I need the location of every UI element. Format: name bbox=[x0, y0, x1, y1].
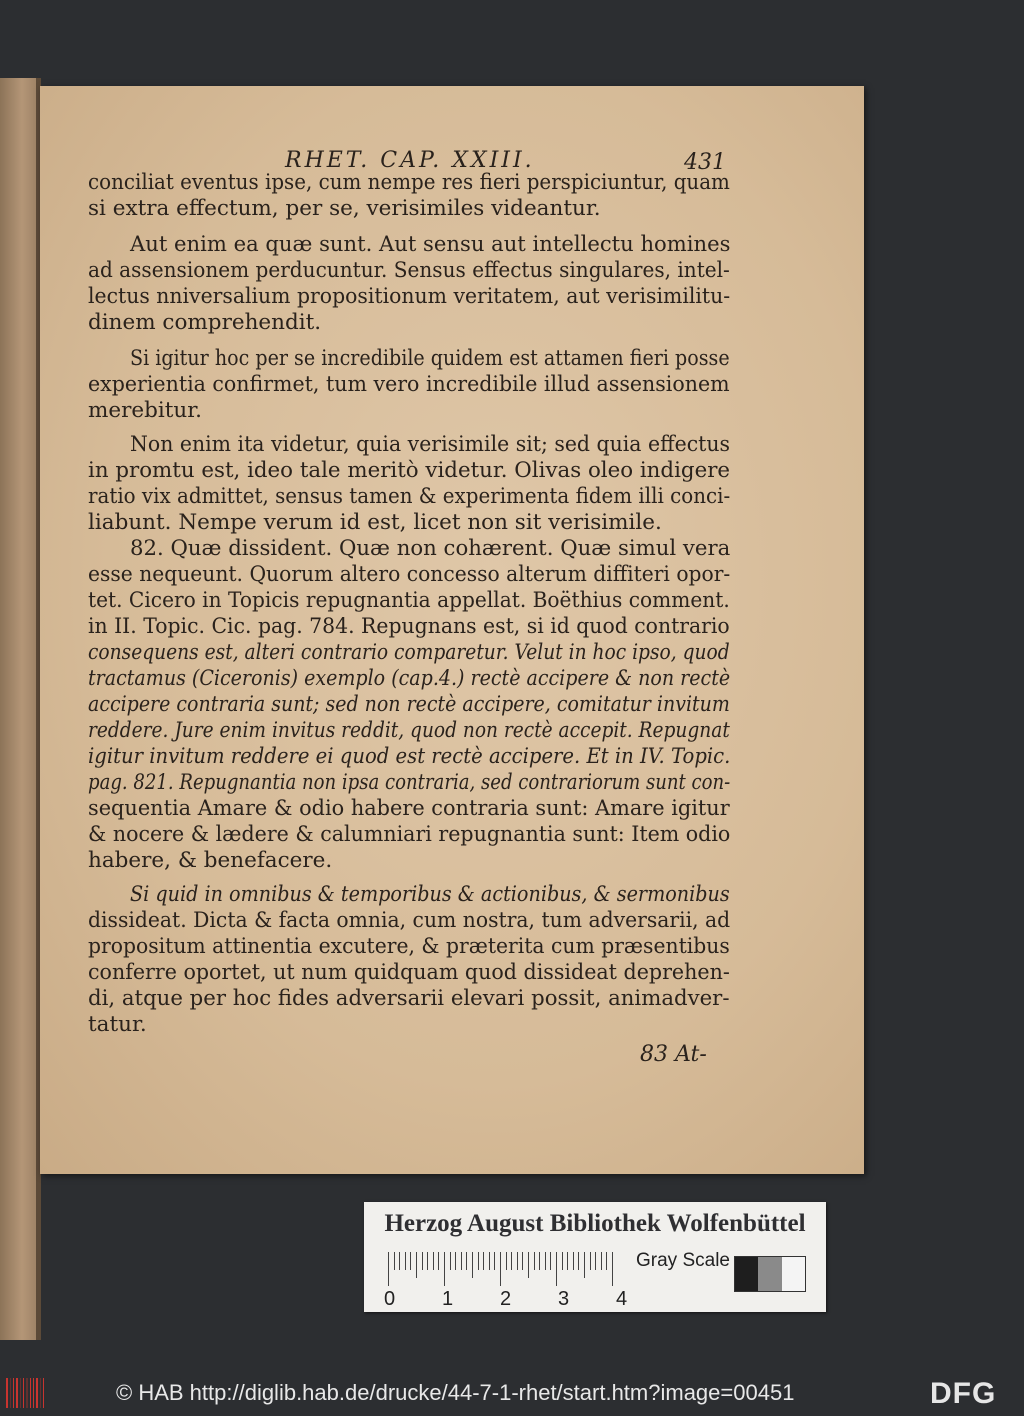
library-name: Herzog August Bibliothek Wolfenbüttel bbox=[384, 1210, 806, 1237]
ruler-tick bbox=[405, 1252, 406, 1270]
ruler-tick bbox=[500, 1252, 501, 1286]
footer-bar bbox=[0, 1372, 1024, 1416]
ruler-tick bbox=[410, 1252, 411, 1270]
text-line: 82. Quæ dissident. Quæ non cohærent. Quæ simul vera bbox=[130, 536, 731, 561]
text-line: tractamus (Ciceronis) exemplo (cap.4.) rectè accipere & non rectè bbox=[88, 666, 731, 691]
text-line: merebitur. bbox=[88, 398, 202, 423]
ruler-tick bbox=[595, 1252, 596, 1270]
ruler-tick bbox=[388, 1252, 389, 1286]
ruler-tick bbox=[466, 1252, 467, 1270]
gray-scale-swatch bbox=[734, 1256, 806, 1292]
running-title: RHET. CAP. XXIII. bbox=[285, 148, 535, 173]
ruler-tick bbox=[534, 1252, 535, 1270]
text-line: esse nequeunt. Quorum altero concesso alterum diffiteri opor- bbox=[88, 562, 731, 587]
scale-number: 1 bbox=[442, 1288, 454, 1310]
barcode-bar bbox=[26, 1378, 28, 1408]
ruler-tick bbox=[567, 1252, 568, 1270]
text-line: Aut enim ea quæ sunt. Aut sensu aut intellectu homines bbox=[130, 232, 731, 257]
text-line: pag. 821. Repugnantia non ipsa contraria, sed contrariorum sunt con- bbox=[88, 770, 731, 795]
page-number: 431 bbox=[684, 150, 726, 175]
swatch-cell bbox=[735, 1257, 758, 1291]
text-line: & nocere & lædere & calumniari repugnantia sunt: Item odio bbox=[88, 822, 731, 847]
text-line: dinem comprehendit. bbox=[88, 310, 322, 335]
ruler-tick bbox=[399, 1252, 400, 1270]
swatch-cell bbox=[782, 1257, 805, 1291]
ruler-tick bbox=[455, 1252, 456, 1270]
text-line: Si quid in omnibus & temporibus & actionibus, & sermonibus bbox=[130, 882, 730, 907]
ruler-tick bbox=[606, 1252, 607, 1270]
text-line: liabunt. Nempe verum id est, licet non sit verisimile. bbox=[88, 510, 662, 535]
ruler-tick bbox=[438, 1252, 439, 1270]
ruler-tick bbox=[578, 1252, 579, 1270]
text-line: igitur invitum reddere ei quod est rectè accipere. Et in IV. Topic. bbox=[88, 744, 731, 769]
barcode-bar bbox=[43, 1378, 44, 1408]
ruler-tick bbox=[427, 1252, 428, 1270]
facing-page-edge bbox=[0, 78, 40, 1340]
text-line: conciliat eventus ipse, cum nempe res fieri perspiciuntur, quam bbox=[88, 170, 730, 195]
catchword: 83 At- bbox=[640, 1042, 707, 1067]
ruler-tick bbox=[562, 1252, 563, 1270]
ruler-tick bbox=[584, 1252, 585, 1278]
barcode-bar bbox=[16, 1378, 18, 1408]
text-line: accipere contraria sunt; sed non rectè accipere, comitatur invitum bbox=[88, 692, 730, 717]
text-line: di, atque per hoc fides adversarii elevari possit, animadver- bbox=[88, 986, 730, 1011]
scale-number: 3 bbox=[558, 1288, 570, 1310]
swatch-cell bbox=[758, 1257, 781, 1291]
ruler-tick bbox=[461, 1252, 462, 1270]
text-line: experientia confirmet, tum vero incredibile illud assensionem bbox=[88, 372, 730, 397]
barcode-bar bbox=[40, 1378, 41, 1408]
text-line: tatur. bbox=[88, 1012, 147, 1037]
text-line: in II. Topic. Cic. pag. 784. Repugnans est, si id quod contrario bbox=[88, 614, 730, 639]
ruler-tick bbox=[444, 1252, 445, 1286]
text-line: propositum attinentia excutere, & præterita cum præsentibus bbox=[88, 934, 730, 959]
ruler-tick bbox=[433, 1252, 434, 1270]
scale-number: 4 bbox=[616, 1288, 628, 1310]
ruler-tick bbox=[545, 1252, 546, 1270]
text-line: lectus nniversalium propositionum veritatem, aut verisimilitu- bbox=[88, 284, 731, 309]
barcode-bar bbox=[30, 1378, 31, 1408]
ruler-tick bbox=[556, 1252, 557, 1286]
scale-number: 0 bbox=[384, 1288, 396, 1310]
library-color-card bbox=[364, 1202, 826, 1312]
barcode-bar bbox=[23, 1378, 24, 1408]
barcode-bar bbox=[6, 1378, 8, 1408]
text-line: tet. Cicero in Topicis repugnantia appellat. Boëthius comment. bbox=[88, 588, 730, 613]
text-line: ratio vix admittet, sensus tamen & experimenta fidem illi conci- bbox=[88, 484, 731, 509]
gray-scale-label: Gray Scale bbox=[636, 1250, 730, 1271]
barcode-bar bbox=[33, 1378, 34, 1408]
ruler-tick bbox=[528, 1252, 529, 1278]
ruler-tick bbox=[506, 1252, 507, 1270]
scale-ruler bbox=[388, 1252, 616, 1286]
ruler-tick bbox=[612, 1252, 613, 1286]
dfg-logo: DFG bbox=[930, 1377, 997, 1410]
barcode-bar bbox=[10, 1378, 11, 1408]
text-line: Non enim ita videtur, quia verisimile sit; sed quia effectus bbox=[130, 432, 731, 457]
barcode-icon bbox=[6, 1378, 44, 1408]
ruler-tick bbox=[478, 1252, 479, 1270]
ruler-tick bbox=[522, 1252, 523, 1270]
text-line: si extra effectum, per se, verisimiles videantur. bbox=[88, 196, 601, 221]
ruler-tick bbox=[422, 1252, 423, 1270]
text-line: Si igitur hoc per se incredibile quidem est attamen fieri posse bbox=[130, 346, 730, 371]
ruler-tick bbox=[539, 1252, 540, 1270]
ruler-tick bbox=[601, 1252, 602, 1270]
barcode-bar bbox=[13, 1378, 14, 1408]
barcode-bar bbox=[36, 1378, 38, 1408]
ruler-tick bbox=[394, 1252, 395, 1270]
text-line: ad assensionem perducuntur. Sensus effectus singulares, intel- bbox=[88, 258, 730, 283]
ruler-tick bbox=[517, 1252, 518, 1270]
ruler-tick bbox=[550, 1252, 551, 1270]
ruler-tick bbox=[590, 1252, 591, 1270]
ruler-tick bbox=[489, 1252, 490, 1270]
barcode-bar bbox=[20, 1378, 21, 1408]
copyright-link[interactable]: © HAB http://diglib.hab.de/drucke/44-7-1-rhet/start.htm?image=00451 bbox=[116, 1380, 795, 1405]
text-line: conferre oportet, ut num quidquam quod dissideat deprehen- bbox=[88, 960, 730, 985]
ruler-tick bbox=[416, 1252, 417, 1278]
text-line: consequens est, alteri contrario comparetur. Velut in hoc ipso, quod bbox=[88, 640, 730, 665]
ruler-tick bbox=[494, 1252, 495, 1270]
ruler-tick bbox=[472, 1252, 473, 1278]
text-line: reddere. Jure enim invitus reddit, quod non rectè accepit. Repugnat bbox=[88, 718, 730, 743]
ruler-tick bbox=[511, 1252, 512, 1270]
ruler-tick bbox=[573, 1252, 574, 1270]
text-line: dissideat. Dicta & facta omnia, cum nostra, tum adversarii, ad bbox=[88, 908, 731, 933]
ruler-tick bbox=[483, 1252, 484, 1270]
text-line: habere, & benefacere. bbox=[88, 848, 333, 873]
scale-number: 2 bbox=[500, 1288, 512, 1310]
ruler-tick bbox=[450, 1252, 451, 1270]
text-line: in promtu est, ideo tale meritò videtur. Olivas oleo indigere bbox=[88, 458, 731, 483]
text-line: sequentia Amare & odio habere contraria sunt: Amare igitur bbox=[88, 796, 730, 821]
